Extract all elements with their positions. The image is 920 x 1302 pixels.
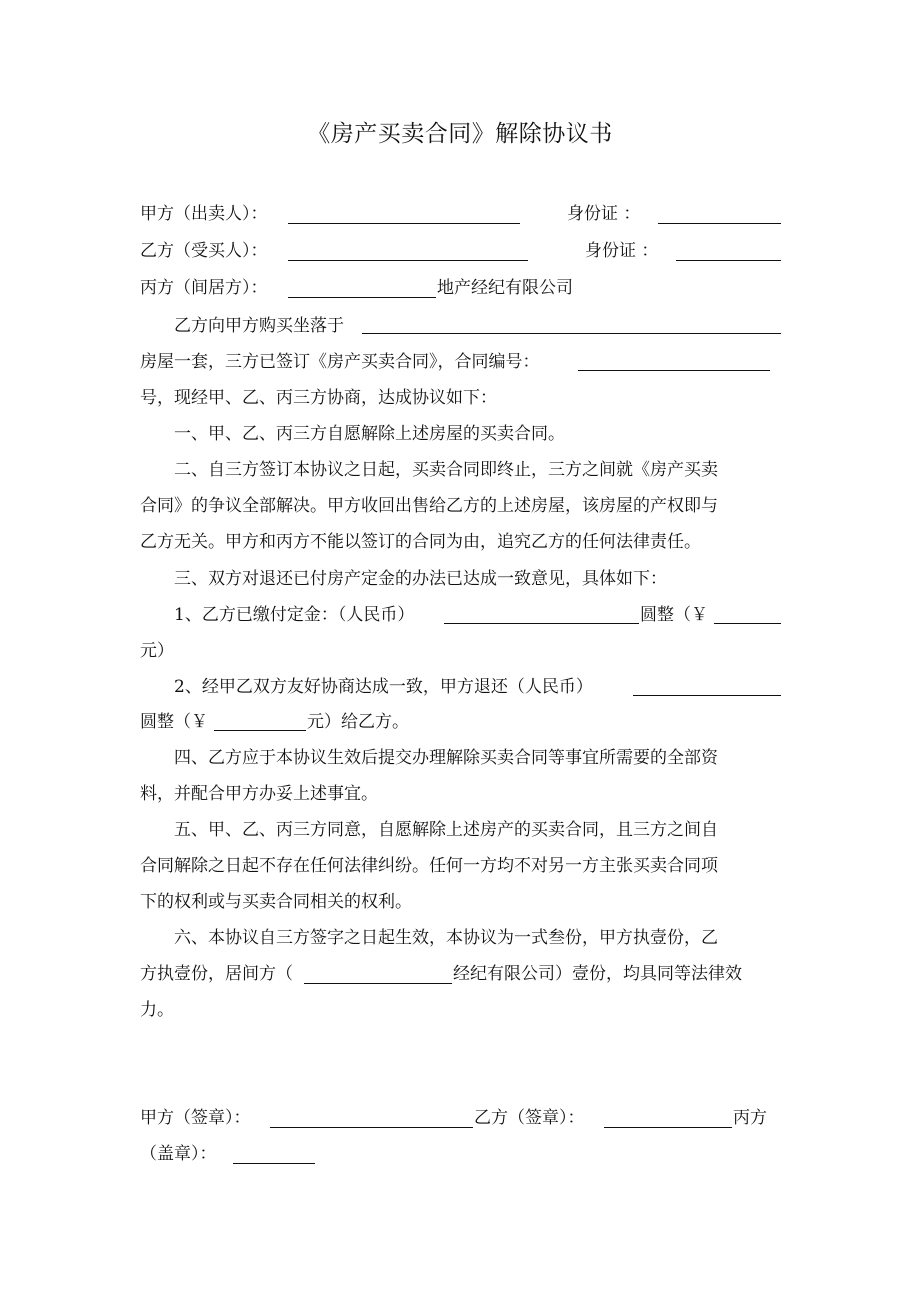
item-2-text: 2、经甲乙双方友好协商达成一致，甲方退还（人民币）	[174, 677, 593, 697]
contract-number-blank	[578, 370, 770, 371]
signature-c-label-1: 丙方	[733, 1108, 767, 1128]
clause-5-line-3: 下的权利或与买卖合同相关的权利。	[140, 892, 412, 912]
party-b-name-blank	[288, 260, 528, 261]
clause-3: 三、双方对退还已付房产定金的办法已达成一致意见，具体如下：	[174, 569, 667, 589]
signature-a-label: 甲方（签章）：	[140, 1108, 251, 1128]
intro-line-1: 乙方向甲方购买坐落于	[174, 316, 344, 336]
party-a-name-blank	[288, 223, 520, 224]
party-a-label: 甲方（出卖人）：	[140, 204, 268, 224]
party-a-id-label: 身份证 ：	[567, 204, 641, 224]
refund-amount-number-blank	[214, 730, 306, 731]
signature-c-label-2: （盖章）：	[140, 1144, 217, 1164]
clause-5-line-1: 五、甲、乙、丙三方同意，自愿解除上述房产的买卖合同，且三方之间自	[174, 820, 718, 840]
clause-1: 一、甲、乙、丙三方自愿解除上述房屋的买卖合同。	[174, 424, 565, 444]
clause-6-line-2-start: 方执壹份，居间方（	[140, 964, 293, 984]
document-title: 《房产买卖合同》解除协议书	[307, 121, 613, 147]
signature-b-blank	[604, 1127, 732, 1128]
clause-2-line-2: 合同》的争议全部解决。甲方收回出售给乙方的上述房屋，该房屋的产权即与	[140, 496, 718, 516]
clause-4-line-1: 四、乙方应于本协议生效后提交办理解除买卖合同等事宜所需要的全部资	[174, 748, 718, 768]
intro-line-2: 房屋一套，三方已签订《房产买卖合同》，合同编号：	[140, 352, 540, 372]
clause-6-line-3: 力。	[140, 1000, 174, 1020]
signature-a-blank	[270, 1127, 473, 1128]
party-a-id-blank	[658, 223, 781, 224]
clause-5-line-2: 合同解除之日起不存在任何法律纠纷。任何一方均不对另一方主张买卖合同项	[140, 856, 718, 876]
intro-line-3: 号，现经甲、乙、丙三方协商，达成协议如下：	[140, 388, 497, 408]
clause-4-line-2: 料，并配合甲方办妥上述事宜。	[140, 784, 378, 804]
deposit-amount-words-blank	[444, 623, 639, 624]
item-1-text: 1、乙方已缴付定金：（人民币）	[174, 605, 415, 625]
clause-6-line-1: 六、本协议自三方签字之日起生效，本协议为一式叁份，甲方执壹份，乙	[174, 928, 718, 948]
party-b-id-label: 身份证 ：	[585, 241, 659, 261]
party-c-label: 丙方（间居方）：	[140, 278, 268, 298]
deposit-amount-number-blank	[714, 623, 781, 624]
clause-2-line-3: 乙方无关。甲方和丙方不能以签订的合同为由，追究乙方的任何法律责任。	[140, 532, 701, 552]
party-b-id-blank	[676, 260, 781, 261]
party-c-suffix: 地产经纪有限公司	[437, 278, 573, 298]
refund-amount-words-blank	[633, 695, 781, 696]
clause-2-line-1: 二、自三方签订本协议之日起，买卖合同即终止，三方之间就《房产买卖	[174, 460, 718, 480]
item-1-yuan-label: 圆整（￥	[640, 605, 708, 625]
clause-6-line-2-end: 经纪有限公司）壹份，均具同等法律效	[453, 964, 742, 984]
item-1-end: 元）	[140, 641, 174, 661]
agency-name-blank	[304, 983, 452, 984]
item-2-end: 元）给乙方。	[307, 712, 409, 732]
signature-c-blank	[233, 1163, 315, 1164]
party-b-label: 乙方（受买人）：	[140, 241, 268, 261]
signature-b-label: 乙方（签章）：	[474, 1108, 585, 1128]
property-location-blank	[362, 333, 781, 334]
item-2-yuan-label: 圆整（￥	[140, 712, 208, 732]
party-c-name-blank	[288, 297, 436, 298]
